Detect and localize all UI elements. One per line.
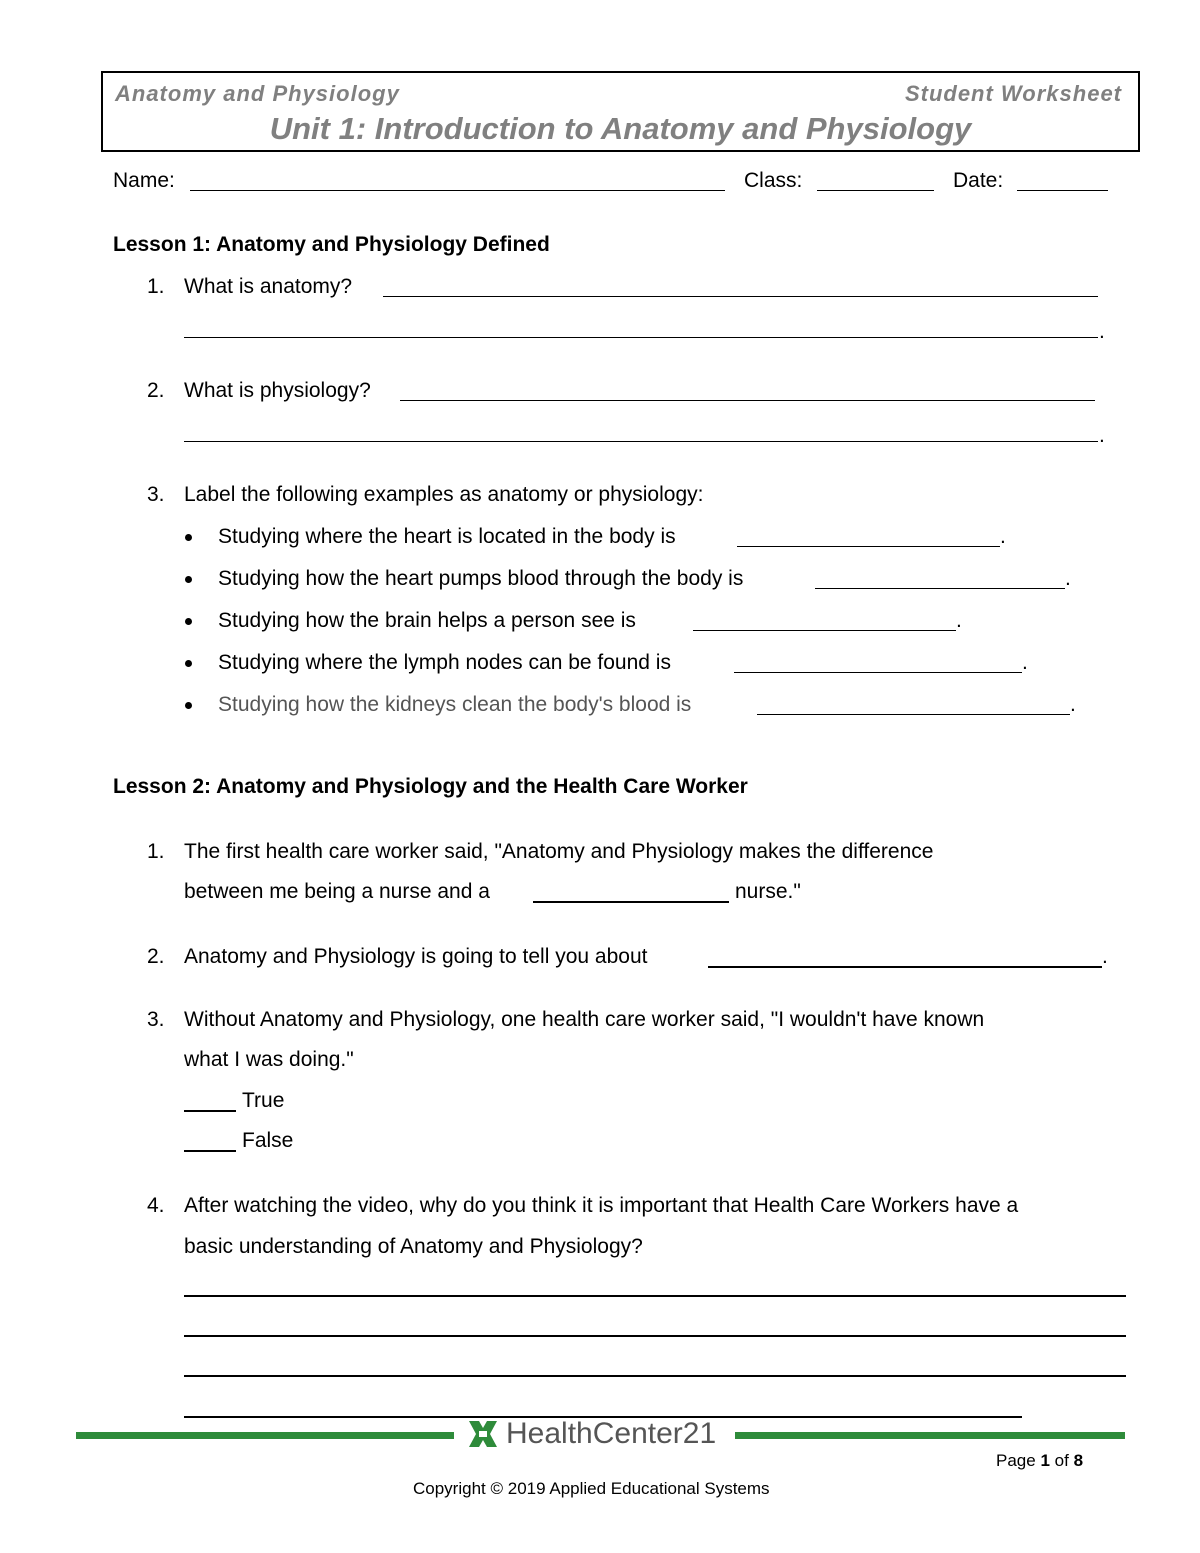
question-text: what I was doing." [184, 1048, 354, 1071]
answer-line[interactable] [734, 672, 1022, 673]
question-number: 1. [147, 840, 165, 863]
question-number: 2. [147, 379, 165, 402]
answer-line[interactable] [184, 441, 1098, 442]
list-item: Studying how the kidneys clean the body's blood is [218, 693, 692, 716]
page-of: of [1054, 1451, 1069, 1470]
period: . [1070, 693, 1076, 716]
bullet-icon [185, 702, 192, 709]
name-field[interactable] [190, 190, 725, 191]
question-text: After watching the video, why do you think it is important that Health Care Workers have a [184, 1194, 1019, 1217]
name-label: Name: [113, 169, 175, 192]
bullet-icon [185, 660, 192, 667]
period: . [1000, 525, 1006, 548]
unit-title: Unit 1: Introduction to Anatomy and Physiology [269, 111, 972, 146]
question-text: What is physiology? [184, 379, 371, 402]
answer-line[interactable] [184, 1295, 1126, 1297]
copyright-symbol-icon: © [490, 1479, 504, 1498]
answer-line[interactable] [184, 1375, 1126, 1377]
question-number: 4. [147, 1194, 165, 1217]
worksheet-header [101, 71, 1140, 152]
answer-line[interactable] [400, 400, 1095, 401]
answer-line[interactable] [184, 1335, 1126, 1337]
true-option-label: True [242, 1089, 285, 1112]
period: . [1102, 945, 1108, 968]
answer-line[interactable] [383, 296, 1098, 297]
question-text: Label the following examples as anatomy or physiology: [184, 483, 704, 506]
answer-line[interactable] [708, 966, 1102, 968]
course-name: Anatomy and Physiology [115, 81, 400, 106]
question-number: 1. [147, 275, 165, 298]
answer-line[interactable] [757, 714, 1070, 715]
date-field[interactable] [1017, 190, 1108, 191]
period: . [1065, 567, 1071, 590]
brand-name: HealthCenter21 [506, 1417, 717, 1450]
question-text: The first health care worker said, "Anatomy and Physiology makes the difference [184, 840, 934, 863]
true-answer-blank[interactable] [184, 1110, 236, 1112]
false-answer-blank[interactable] [184, 1150, 236, 1152]
copyright [413, 1480, 770, 1497]
healthcenter-logo-icon [468, 1420, 498, 1448]
answer-line[interactable] [693, 630, 956, 631]
question-number: 3. [147, 483, 165, 506]
list-item: Studying how the brain helps a person see is [218, 609, 636, 632]
period: . [1099, 424, 1105, 447]
bullet-icon [185, 618, 192, 625]
page-prefix: Page [996, 1451, 1036, 1470]
list-item: Studying where the lymph nodes can be found is [218, 651, 671, 674]
question-text: What is anatomy? [184, 275, 353, 298]
bullet-icon [185, 576, 192, 583]
period: . [1099, 320, 1105, 343]
question-text: Anatomy and Physiology is going to tell you about [184, 945, 648, 968]
question-text: Without Anatomy and Physiology, one health care worker said, "I wouldn't have known [184, 1008, 985, 1031]
question-number: 3. [147, 1008, 165, 1031]
question-text: nurse." [735, 880, 801, 903]
period: . [1022, 651, 1028, 674]
page-current: 1 [1040, 1451, 1050, 1470]
date-label: Date: [953, 169, 1004, 192]
question-number: 2. [147, 945, 165, 968]
period: . [956, 609, 962, 632]
answer-line[interactable] [533, 901, 729, 903]
footer-green-rule [735, 1432, 1125, 1439]
bullet-icon [185, 534, 192, 541]
copyright-prefix: Copyright [413, 1479, 486, 1498]
lesson1-title: Lesson 1: Anatomy and Physiology Defined [113, 233, 550, 256]
list-item: Studying where the heart is located in the body is [218, 525, 676, 548]
question-text: basic understanding of Anatomy and Physiology? [184, 1235, 643, 1258]
class-label: Class: [744, 169, 803, 192]
document-type: Student Worksheet [904, 81, 1122, 106]
answer-line[interactable] [184, 337, 1098, 338]
class-field[interactable] [817, 190, 934, 191]
false-option-label: False [242, 1129, 294, 1152]
lesson2-title: Lesson 2: Anatomy and Physiology and the Health Care Worker [113, 775, 748, 798]
question-text: between me being a nurse and a [184, 880, 490, 903]
copyright-text: 2019 Applied Educational Systems [507, 1479, 770, 1498]
page-total: 8 [1073, 1451, 1084, 1470]
answer-line[interactable] [815, 588, 1065, 589]
page-indicator [996, 1452, 1083, 1469]
answer-line[interactable] [737, 546, 1000, 547]
list-item: Studying how the heart pumps blood through the body is [218, 567, 744, 590]
footer-green-rule [76, 1432, 454, 1439]
